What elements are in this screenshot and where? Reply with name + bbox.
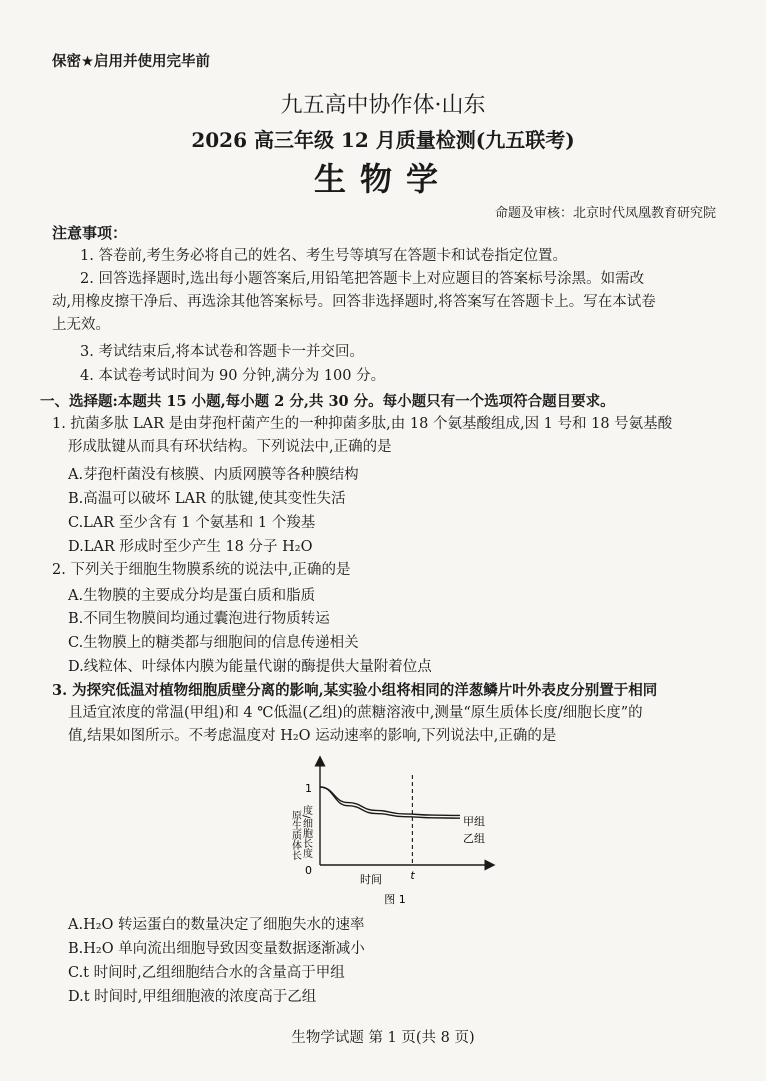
y-tick-label: 1 — [305, 782, 312, 795]
exam-title: 2026 高三年级 12 月质量检测(九五联考) — [191, 128, 575, 152]
series-jia-label: 甲组 — [463, 815, 485, 828]
origin-label: 0 — [305, 864, 312, 877]
y-axis-label: 度/细胞长度 — [300, 805, 312, 859]
notice-item: 2. 回答选择题时,选出每小题答案后,用铅笔把答题卡上对应题目的答案标号涂黑。如需改 — [80, 271, 645, 287]
notice-item: 动,用橡皮擦干净后、再选涂其他答案标号。回答非选择题时,将答案写在答题卡上。写在本试卷 — [52, 294, 656, 310]
t-marker-label: t — [410, 869, 415, 882]
q2-option-d: D.线粒体、叶绿体内膜为能量代谢的酶提供大量附着位点 — [68, 659, 432, 675]
series-jia-line — [320, 787, 460, 818]
q3-option-d: D.t 时间时,甲组细胞液的浓度高于乙组 — [68, 989, 317, 1005]
q2-option-a: A.生物膜的主要成分均是蛋白质和脂质 — [68, 588, 316, 604]
q3-option-b: B.H₂O 单向流出细胞导致因变量数据逐渐减小 — [68, 941, 365, 957]
q3-option-c: C.t 时间时,乙组细胞结合水的含量高于甲组 — [68, 965, 345, 981]
x-axis-label: 时间 — [360, 873, 382, 886]
q3-option-a: A.H₂O 转运蛋白的数量决定了细胞失水的速率 — [68, 917, 365, 933]
q1-stem: 1. 抗菌多肽 LAR 是由芽孢杆菌产生的一种抑菌多肽,由 18 个氨基酸组成,因 1 号和 18 号氨基酸 — [52, 416, 673, 432]
section-heading: 一、选择题:本题共 15 小题,每小题 2 分,共 30 分。每小题只有一个选项符合题目要求。 — [40, 393, 615, 410]
notice-item: 1. 答卷前,考生务必将自己的姓名、考生号等填写在答题卡和试卷指定位置。 — [80, 248, 568, 264]
notice-item: 4. 本试卷考试时间为 90 分钟,满分为 100 分。 — [80, 368, 386, 384]
exam-org-title: 九五高中协作体·山东 — [280, 93, 486, 118]
q3-stem: 3. 为探究低温对植物细胞质壁分离的影响,某实验小组将相同的洋葱鳞片叶外表皮分别置于相同 — [52, 682, 658, 699]
figure-caption: 图 1 — [384, 893, 406, 905]
notice-item: 上无效。 — [52, 317, 110, 333]
series-yi-line — [320, 787, 460, 815]
notice-item: 3. 考试结束后,将本试卷和答题卡一并交回。 — [80, 344, 365, 360]
page-footer: 生物学试题 第 1 页(共 8 页) — [291, 1030, 475, 1046]
q2-stem: 2. 下列关于细胞生物膜系统的说法中,正确的是 — [52, 562, 351, 578]
figure-1-chart — [275, 755, 515, 905]
q1-option-a: A.芽孢杆菌没有核膜、内质网膜等各种膜结构 — [68, 467, 359, 483]
y-axis-label: 原生质体长 — [289, 810, 301, 860]
q1-stem: 形成肽键从而具有环状结构。下列说法中,正确的是 — [68, 439, 392, 455]
q1-option-c: C.LAR 至少含有 1 个氨基和 1 个羧基 — [68, 515, 316, 531]
q1-option-b: B.高温可以破坏 LAR 的肽键,使其变性失活 — [68, 491, 346, 507]
subject-title: 生物学 — [313, 160, 452, 198]
q2-option-c: C.生物膜上的糖类都与细胞间的信息传递相关 — [68, 635, 359, 651]
q2-option-b: B.不同生物膜间均通过囊泡进行物质转运 — [68, 611, 330, 627]
q3-stem: 值,结果如图所示。不考虑温度对 H₂O 运动速率的影响,下列说法中,正确的是 — [68, 728, 557, 744]
confidential-label: 保密★启用并使用完毕前 — [52, 54, 210, 70]
q3-stem: 且适宜浓度的常温(甲组)和 4 ℃低温(乙组)的蔗糖溶液中,测量“原生质体长度/细胞长度”的 — [68, 705, 643, 721]
series-yi-label: 乙组 — [463, 832, 485, 845]
author-line: 命题及审核：北京时代凤凰教育研究院 — [494, 206, 716, 221]
notice-heading: 注意事项： — [52, 224, 128, 242]
q1-option-d: D.LAR 形成时至少产生 18 分子 H₂O — [68, 539, 313, 555]
